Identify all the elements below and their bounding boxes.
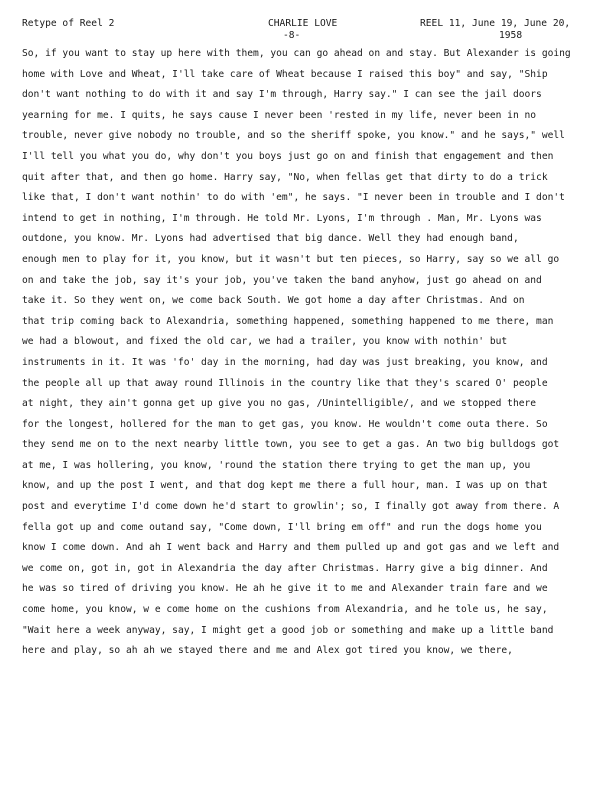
transcript-line: home with Love and Wheat, I'll take care of Wheat because I raised this boy" and say, "Ship [22,68,548,80]
transcript-line: outdone, you know. Mr. Lyons had advertised that big dance. Well they had enough band, [22,233,519,245]
transcript-line: post and everytime I'd come down he'd start to growlin'; so, I finally got away from there. A [22,501,560,513]
transcript-line: at me, I was hollering, you know, 'round the station there trying to get the man up, you [22,459,531,471]
header-reel-date: REEL 11, June 19, June 20, [420,18,571,29]
transcript-line: we come on, got in, got in Alexandria the day after Christmas. Harry give a big dinner. And [22,562,548,574]
transcript-line: quit after that, and then go home. Harry say, "No, when fellas get that dirty to do a trick [22,171,548,183]
transcript-line: we had a blowout, and fixed the old car, we had a trailer, you know with nothin' but [22,336,508,348]
transcript-line: he was so tired of driving you know. He ah he give it to me and Alexander train fare and we [22,583,548,595]
header-retype-label: Retype of Reel 2 [22,18,115,29]
transcript-line: instruments in it. It was 'fo' day in the morning, had day was just breaking, you know, and [22,356,548,368]
transcript-line: the people all up that away round Illinois in the country like that they's scared O' people [22,377,548,389]
transcript-body [22,44,598,662]
transcript-line: "Wait here a week anyway, say, I might get a good job or something and make up a little band [22,624,554,636]
transcript-line: at night, they ain't gonna get up give you no gas, /Unintelligible/, and we stopped there [22,398,537,410]
transcript-line: trouble, never give nobody no trouble, and so the sheriff spoke, you know." and he says," well [22,130,565,142]
transcript-line: on and take the job, say it's your job, you've taken the band anyhow, just go ahead on and [22,274,542,286]
transcript-line: know I come down. And ah I went back and Harry and them pulled up and got gas and we left and [22,542,560,554]
transcript-line: intend to get in nothing, I'm through. He told Mr. Lyons, I'm through . Man, Mr. Lyons was [22,212,542,224]
transcript-line: yearning for me. I quits, he says cause I never been 'rested in my life, never been in no [22,109,537,121]
transcript-line: fella got up and come outand say, "Come down, I'll bring em off" and run the dogs home you [22,521,542,533]
transcript-line: don't want nothing to do with it and say I'm through, Harry say." I can see the jail doors [22,89,542,101]
transcript-line: I'll tell you what you do, why don't you boys just go on and finish that engagement and then [22,150,554,162]
transcript-line: enough men to play for it, you know, but it wasn't but ten pieces, so Harry, say so we all go [22,253,560,265]
transcript-line: like that, I don't want nothin' to do with 'em", he says. "I never been in trouble and I don't [22,192,565,204]
transcript-line: know, and up the post I went, and that dog kept me there a full hour, man. I was up on that [22,480,548,492]
transcript-line: that trip coming back to Alexandria, something happened, something happened to me there, man [22,315,554,327]
transcript-line: they send me on to the next nearby little town, you see to get a gas. An two big bulldogs got [22,439,560,451]
transcript-line: So, if you want to stay up here with them, you can go ahead on and stay. But Alexander is going [22,48,571,59]
transcript-line: here and play, so ah ah we stayed there and me and Alex got tired you know, we there, [22,645,513,657]
page-number: -8- [283,30,301,41]
header-year: 1958 [499,30,523,41]
header-interviewee-name: CHARLIE LOVE [268,18,338,29]
transcript-line: come home, you know, w e come home on the cushions from Alexandria, and he tole us, he say, [22,604,548,616]
transcript-line: take it. So they went on, we come back South. We got home a day after Christmas. And on [22,295,525,307]
transcript-line: for the longest, hollered for the man to get gas, you know. He wouldn't come outa there. So [22,418,548,430]
